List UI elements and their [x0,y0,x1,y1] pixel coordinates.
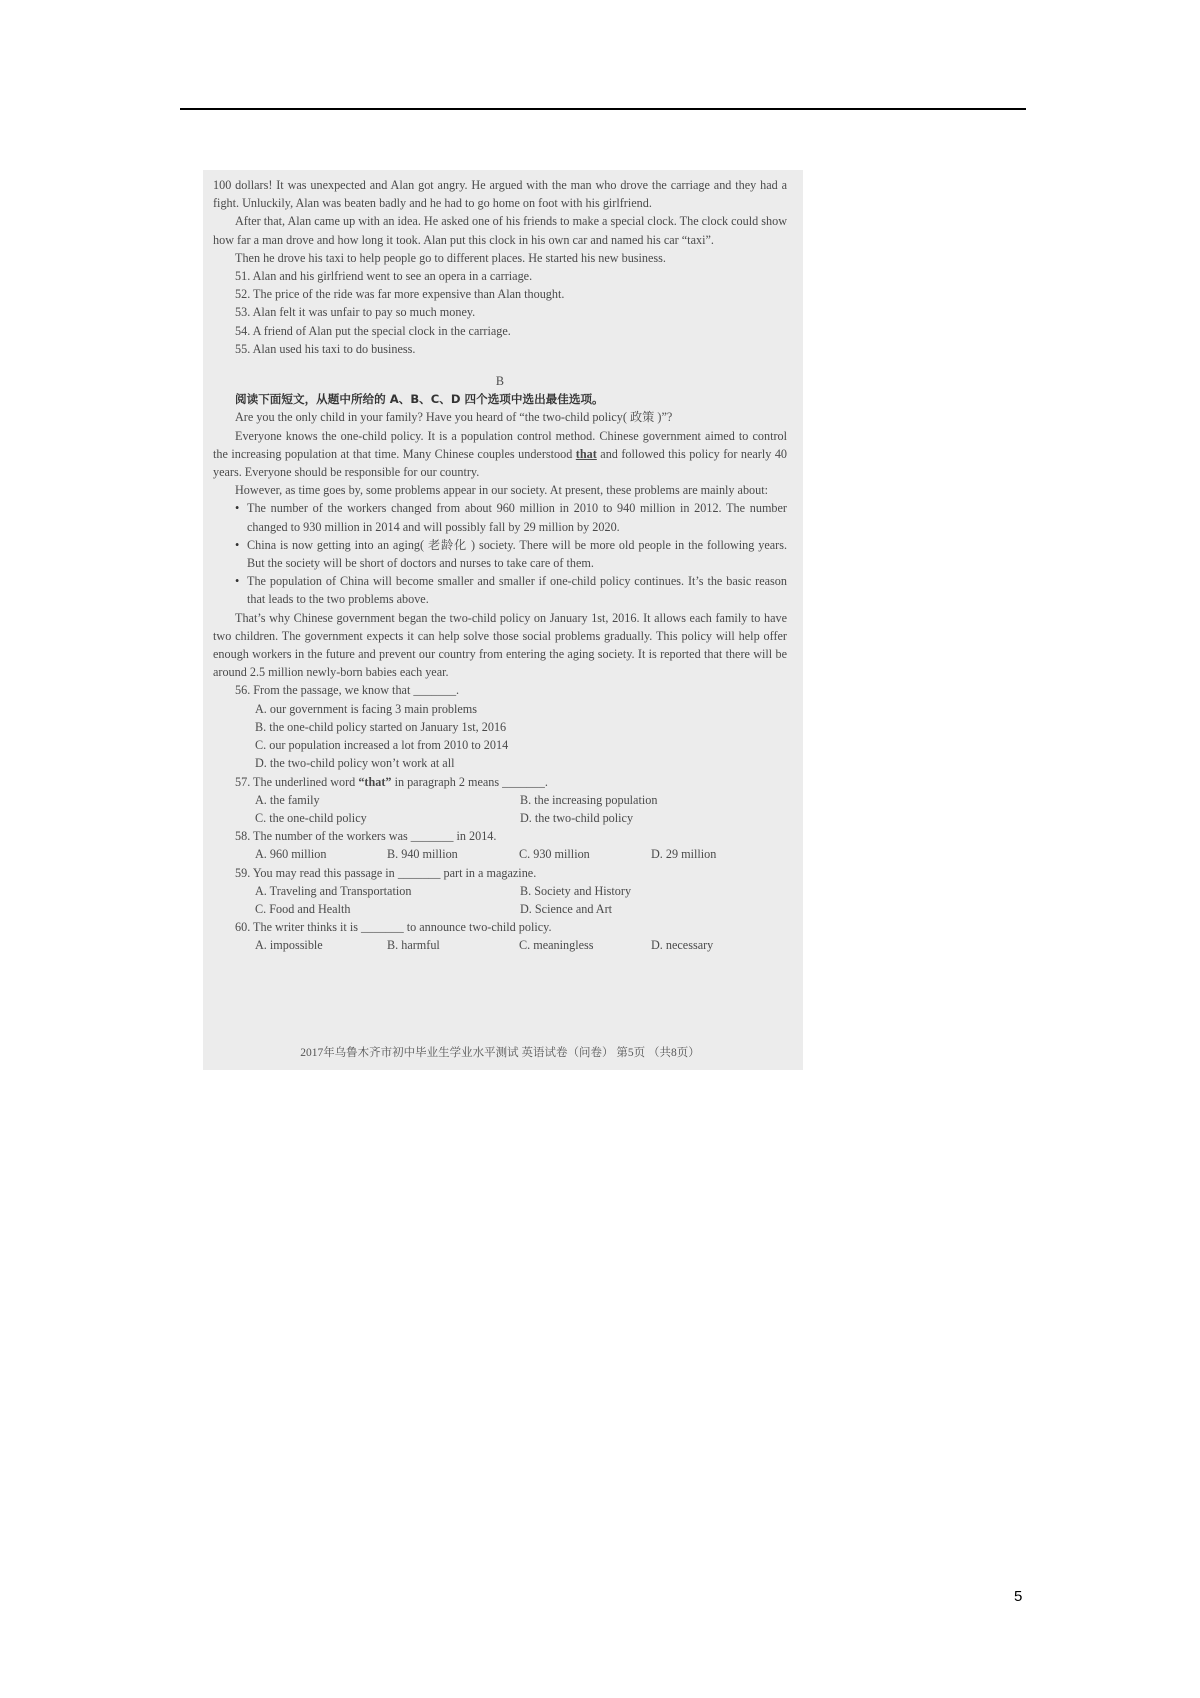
question-59-option-c: C. Food and Health [255,901,351,916]
section-b-instruction: 阅读下面短文，从题中所给的 A、B、C、D 四个选项中选出最佳选项。 [235,392,604,407]
statement-52: 52. The price of the ride was far more expensive than Alan thought. [235,287,565,302]
passage-b-paragraph-2: Everyone knows the one-child policy. It is a population control method. Chinese government aimed to control the increasing population at that time. Many Chinese couples understood that and followed this policy for nearly 40 years. Everyone should be responsible for our country. [213,428,788,480]
exam-footer: 2017年乌鲁木齐市初中毕业生学业水平测试 英语试卷（问卷） 第5页 （共8页） [300,1047,700,1059]
question-57-option-b: B. the increasing population [520,792,658,807]
question-59-option-a: A. Traveling and Transportation [255,883,412,898]
question-60-options [213,936,787,954]
question-58-options [213,845,787,863]
question-57-stem: 57. The underlined word “that” in paragraph 2 means _______. [235,774,548,789]
problem-item-2: • China is now getting into an aging( 老龄化 ) society. There will be more old people in the following years. But the society will be short of doctors and nurses to take care of them. [235,536,787,572]
question-56-option-c: C. our population increased a lot from 2010 to 2014 [255,738,509,753]
question-59-option-d: D. Science and Art [520,901,613,916]
question-56-option-a: A. our government is facing 3 main problems [255,701,478,716]
question-59-stem: 59. You may read this passage in _______ part in a magazine. [235,865,537,880]
question-59-option-b: B. Society and History [520,883,632,898]
question-60-option-a: A. impossible [255,938,323,953]
passage-a-paragraph-3: Then he drove his taxi to help people go to different places. He started his new business. [235,250,666,265]
header-rule [180,108,1026,110]
question-57-option-d: D. the two-child policy [520,810,634,825]
problem-list [213,499,787,608]
problem-item-3: • The population of China will become smaller and smaller if one-child policy continues. It’s the basic reason that leads to the two problems above. [235,572,787,608]
question-60-option-b: B. harmful [387,938,440,953]
question-58-option-a: A. 960 million [255,847,327,862]
passage-a-paragraph-1: 100 dollars! It was unexpected and Alan got angry. He argued with the man who drove the carriage and they had a fight. Unluckily, Alan was beaten badly and he had to go home on foot with his girlfriend. [213,178,787,211]
question-57-option-a: A. the family [255,792,320,807]
statement-51: 51. Alan and his girlfriend went to see an opera in a carriage. [235,269,533,284]
exam-content [213,176,787,955]
question-60-option-d: D. necessary [651,938,714,953]
question-57-option-c: C. the one-child policy [255,810,367,825]
question-56-stem: 56. From the passage, we know that _______. [235,683,460,698]
question-56-option-b: B. the one-child policy started on January 1st, 2016 [255,719,507,734]
question-58-option-b: B. 940 million [387,847,458,862]
passage-a-paragraph-2: After that, Alan came up with an idea. He asked one of his friends to make a special clock. The clock could show how far a man drove and how long it took. Alan put this clock in his own car and named his car “taxi”. [213,214,787,247]
statement-55: 55. Alan used his taxi to do business. [235,341,416,356]
question-60-stem: 60. The writer thinks it is _______ to announce two-child policy. [235,920,552,935]
passage-b-paragraph-1: Are you the only child in your family? Have you heard of “the two-child policy( 政策 )”? [235,410,673,425]
problem-item-1: • The number of the workers changed from about 960 million in 2010 to 940 million in 2012. The number changed to 930 million in 2014 and will possibly fall by 29 million by 2020. [235,499,787,535]
passage-b-paragraph-4: That’s why Chinese government began the two-child policy on January 1st, 2016. It allows each family to have two children. The government expects it can help solve those social problems gradually. This policy will help offer enough workers in the future and prevent our country from entering the aging society. It is reported that there will be around 2.5 million newly-born babies each year. [213,610,787,680]
statement-53: 53. Alan felt it was unfair to pay so much money. [235,305,476,320]
page-number: 5 [1014,1588,1023,1605]
question-58-stem: 58. The number of the workers was _______ in 2014. [235,829,497,844]
question-60-option-c: C. meaningless [519,938,594,953]
question-58-option-c: C. 930 million [519,847,590,862]
statement-54: 54. A friend of Alan put the special clock in the carriage. [235,323,511,338]
question-57-options [213,791,787,827]
section-b-label: B [495,374,505,389]
passage-b-paragraph-3: However, as time goes by, some problems appear in our society. At present, these problems are mainly about: [235,483,769,498]
question-58-option-d: D. 29 million [651,847,717,862]
question-56-option-d: D. the two-child policy won’t work at all [255,756,455,771]
question-59-options [213,882,787,918]
underlined-word: that [575,446,597,461]
